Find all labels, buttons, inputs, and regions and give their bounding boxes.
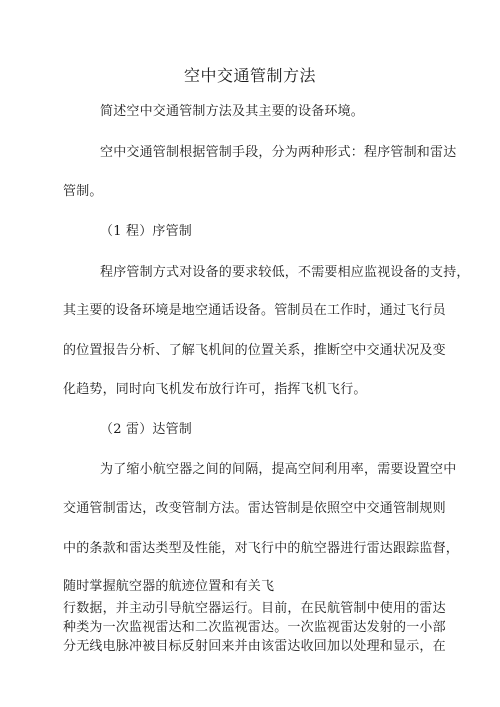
paragraph-line: 化趋势，同时向飞机发布放行许可，指挥飞机飞行。 <box>63 382 367 397</box>
paragraph-line: 空中交通管制根据管制手段，分为两种形式：程序管制和雷达 <box>100 145 457 160</box>
paragraph-line: 中的条款和雷达类型及性能，对飞行中的航空器进行雷达跟踪监督， <box>63 541 460 556</box>
paragraph-line: 其主要的设备环境是地空通话设备。管制员在工作时，通过飞行员 <box>63 303 446 318</box>
paragraph-line: 随时掌握航空器的航迹位置和有关飞 <box>63 579 275 594</box>
section-heading: （2 雷）达管制 <box>100 422 193 437</box>
paragraph-line: 分无线电脉冲被目标反射回来并由该雷达收回加以处理和显示，在 <box>63 639 446 654</box>
paragraph-line: 种类为一次监视雷达和二次监视雷达。一次监视雷达发射的一小部 <box>63 620 446 635</box>
paragraph-line: 的位置报告分析、了解飞机间的位置关系，推断空中交通状况及变 <box>63 343 446 358</box>
paragraph-line: 简述空中交通管制方法及其主要的设备环境。 <box>100 104 365 119</box>
paragraph-line: 管制。 <box>63 184 103 199</box>
paragraph-line: 程序管制方式对设备的要求较低，不需要相应监视设备的支持， <box>100 265 470 280</box>
paragraph-line: 为了缩小航空器之间的间隔，提高空间利用率，需要设置空中 <box>100 462 457 477</box>
section-heading: （1 程）序管制 <box>100 224 193 239</box>
document-title: 空中交通管制方法 <box>183 66 316 85</box>
paragraph-line: 行数据，并主动引导航空器运行。目前，在民航管制中使用的雷达 <box>63 601 446 616</box>
paragraph-line: 交通管制雷达，改变管制方法。雷达管制是依照空中交通管制规则 <box>63 501 446 516</box>
